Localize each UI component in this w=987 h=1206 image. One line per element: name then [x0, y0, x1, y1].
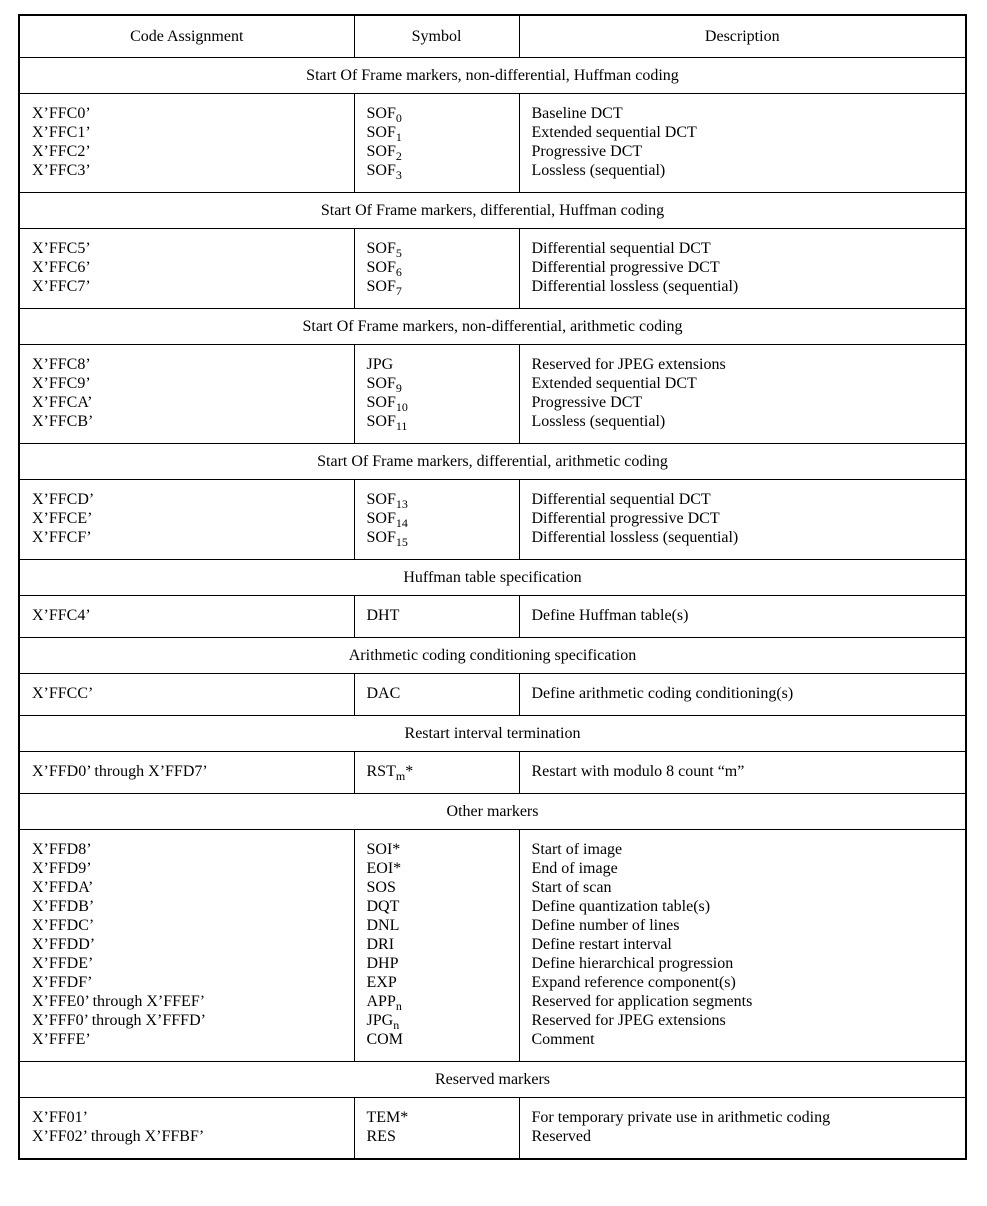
description-line: Differential lossless (sequential) [531, 529, 739, 546]
column-header-description: Description [519, 15, 966, 58]
subscript: 5 [395, 246, 402, 261]
code-line: X’FFC2’ [32, 143, 91, 160]
description-line: Progressive DCT [531, 143, 643, 160]
subscript: 15 [395, 535, 408, 550]
data-row [19, 830, 966, 1062]
symbol-line: TEM* [366, 1109, 409, 1126]
code-cell [19, 830, 354, 1062]
code-line: X’FFC1’ [32, 124, 91, 141]
symbol-line: $SOF_0$ [366, 105, 402, 126]
symbol-line: RES [366, 1128, 396, 1145]
subscript: 14 [395, 516, 408, 531]
column-header-symbol: Symbol [354, 15, 519, 58]
code-cell [19, 1098, 354, 1160]
description-cell [519, 94, 966, 193]
description-line: End of image [531, 860, 618, 877]
code-line: X’FFC6’ [32, 259, 91, 276]
symbol-line: $SOF_{14}$ [366, 510, 408, 531]
description-cell [519, 1098, 966, 1160]
column-header-code-assignment: Code Assignment [19, 15, 354, 58]
section-header-row [19, 193, 966, 229]
section-header-row [19, 1062, 966, 1098]
symbol-cell [354, 345, 519, 444]
symbol-line: $RST_m*$ [366, 763, 414, 784]
code-line: X’FFFE’ [32, 1031, 91, 1048]
description-cell [519, 830, 966, 1062]
symbol-line: $SOF_5$ [366, 240, 402, 261]
code-cell [19, 94, 354, 193]
data-row [19, 229, 966, 309]
symbol-cell [354, 94, 519, 193]
description-line: Differential lossless (sequential) [531, 278, 739, 295]
data-row [19, 1098, 966, 1160]
subscript: n [395, 999, 402, 1014]
section-title: Start Of Frame markers, non-differential, arithmetic coding [19, 309, 966, 345]
table-body [19, 58, 966, 1160]
code-line: X’FF01’ [32, 1109, 89, 1126]
description-line: Define number of lines [531, 917, 680, 934]
description-line: Define restart interval [531, 936, 672, 953]
symbol-line: $SOF_3$ [366, 162, 402, 183]
description-cell [519, 480, 966, 560]
description-line: Differential progressive DCT [531, 259, 720, 276]
symbol-line: $SOF_{11}$ [366, 413, 408, 434]
subscript: 9 [395, 381, 402, 396]
description-line: Extended sequential DCT [531, 375, 697, 392]
description-line: Differential progressive DCT [531, 510, 720, 527]
section-title: Other markers [19, 794, 966, 830]
section-title: Start Of Frame markers, differential, arithmetic coding [19, 444, 966, 480]
symbol-cell [354, 596, 519, 638]
section-title: Restart interval termination [19, 716, 966, 752]
section-header-row [19, 58, 966, 94]
description-line: Define hierarchical progression [531, 955, 734, 972]
description-line: Start of scan [531, 879, 612, 896]
description-line: Differential sequential DCT [531, 491, 711, 508]
subscript: 1 [395, 130, 402, 145]
symbol-line: $SOF_6$ [366, 259, 402, 280]
section-title: Start Of Frame markers, non-differential, Huffman coding [19, 58, 966, 94]
code-line: X’FFC4’ [32, 607, 91, 624]
symbol-cell [354, 480, 519, 560]
symbol-line: $SOF_1$ [366, 124, 402, 145]
symbol-line: DHT [366, 607, 400, 624]
code-line: X’FFD8’ [32, 841, 92, 858]
code-line: X’FFDA’ [32, 879, 94, 896]
description-line: Reserved for JPEG extensions [531, 1012, 726, 1029]
code-line: X’FFC5’ [32, 240, 91, 257]
description-line: Progressive DCT [531, 394, 643, 411]
description-line: Lossless (sequential) [531, 162, 666, 179]
symbol-line: DNL [366, 917, 400, 934]
data-row [19, 596, 966, 638]
symbol-line: $SOF_{13}$ [366, 491, 408, 512]
code-line: X’FFCA’ [32, 394, 93, 411]
code-cell [19, 229, 354, 309]
subscript: 0 [395, 111, 402, 126]
subscript: m [395, 769, 406, 784]
subscript: 10 [395, 400, 408, 415]
symbol-line: $SOF_9$ [366, 375, 402, 396]
code-line: X’FFD9’ [32, 860, 92, 877]
subscript: n [393, 1018, 400, 1033]
description-cell [519, 674, 966, 716]
code-line: X’FFDF’ [32, 974, 93, 991]
symbol-line: COM [366, 1031, 403, 1048]
description-cell [519, 345, 966, 444]
subscript: 6 [395, 265, 402, 280]
table-header [19, 15, 966, 58]
symbol-line: DQT [366, 898, 400, 915]
subscript: 2 [395, 149, 402, 164]
description-line: Define Huffman table(s) [531, 607, 689, 624]
description-line: Extended sequential DCT [531, 124, 697, 141]
code-cell [19, 752, 354, 794]
code-line: X’FFC7’ [32, 278, 91, 295]
data-row [19, 480, 966, 560]
code-cell [19, 596, 354, 638]
code-line: X’FFF0’ through X’FFFD’ [32, 1012, 206, 1029]
header-row [19, 15, 966, 58]
symbol-line: $SOF_{10}$ [366, 394, 408, 415]
code-line: X’FFDD’ [32, 936, 96, 953]
code-line: X’FFC9’ [32, 375, 91, 392]
symbol-line: EOI* [366, 860, 402, 877]
symbol-cell [354, 1098, 519, 1160]
symbol-line: $JPG_n$ [366, 1012, 400, 1033]
description-line: Reserved [531, 1128, 592, 1145]
description-line: Comment [531, 1031, 595, 1048]
symbol-line: $SOF_{15}$ [366, 529, 408, 550]
symbol-line: EXP [366, 974, 397, 991]
description-line: Reserved for application segments [531, 993, 753, 1010]
description-cell [519, 752, 966, 794]
section-header-row [19, 638, 966, 674]
subscript: 3 [395, 168, 402, 183]
section-title: Reserved markers [19, 1062, 966, 1098]
subscript: 13 [395, 497, 408, 512]
data-row [19, 345, 966, 444]
data-row [19, 94, 966, 193]
code-line: X’FFCB’ [32, 413, 94, 430]
description-line: Define quantization table(s) [531, 898, 711, 915]
code-line: X’FFC0’ [32, 105, 91, 122]
code-line: X’FFD0’ through X’FFD7’ [32, 763, 208, 780]
symbol-cell [354, 752, 519, 794]
section-header-row [19, 560, 966, 596]
description-line: Restart with modulo 8 count “m” [531, 763, 745, 780]
symbol-line: SOI* [366, 841, 401, 858]
code-line: X’FFDB’ [32, 898, 95, 915]
section-header-row [19, 716, 966, 752]
description-line: Reserved for JPEG extensions [531, 356, 726, 373]
code-cell [19, 480, 354, 560]
symbol-cell [354, 229, 519, 309]
section-title: Start Of Frame markers, differential, Huffman coding [19, 193, 966, 229]
description-line: Baseline DCT [531, 105, 623, 122]
code-line: X’FFC3’ [32, 162, 91, 179]
symbol-cell [354, 674, 519, 716]
description-line: Define arithmetic coding conditioning(s) [531, 685, 794, 702]
code-line: X’FFC8’ [32, 356, 91, 373]
description-line: For temporary private use in arithmetic coding [531, 1109, 831, 1126]
symbol-line: $SOF_7$ [366, 278, 402, 299]
description-line: Lossless (sequential) [531, 413, 666, 430]
description-cell [519, 596, 966, 638]
symbol-cell [354, 830, 519, 1062]
marker-code-table [18, 14, 967, 1160]
code-line: X’FFCC’ [32, 685, 94, 702]
symbol-line: DAC [366, 685, 401, 702]
code-cell [19, 345, 354, 444]
section-header-row [19, 794, 966, 830]
symbol-line: SOS [366, 879, 396, 896]
section-title: Huffman table specification [19, 560, 966, 596]
code-line: X’FF02’ through X’FFBF’ [32, 1128, 205, 1145]
code-line: X’FFCF’ [32, 529, 92, 546]
code-line: X’FFCD’ [32, 491, 95, 508]
description-cell [519, 229, 966, 309]
code-line: X’FFE0’ through X’FFEF’ [32, 993, 206, 1010]
symbol-line: DHP [366, 955, 399, 972]
section-header-row [19, 444, 966, 480]
symbol-line: JPG [366, 356, 394, 373]
description-line: Start of image [531, 841, 623, 858]
section-title: Arithmetic coding conditioning specification [19, 638, 966, 674]
section-header-row [19, 309, 966, 345]
data-row [19, 752, 966, 794]
symbol-line: $SOF_2$ [366, 143, 402, 164]
description-line: Differential sequential DCT [531, 240, 711, 257]
subscript: 11 [395, 419, 408, 434]
description-line: Expand reference component(s) [531, 974, 736, 991]
code-line: X’FFDC’ [32, 917, 95, 934]
symbol-line: $APP_n$ [366, 993, 402, 1014]
symbol-line: DRI [366, 936, 395, 953]
code-line: X’FFDE’ [32, 955, 94, 972]
code-cell [19, 674, 354, 716]
subscript: 7 [395, 284, 402, 299]
data-row [19, 674, 966, 716]
code-line: X’FFCE’ [32, 510, 93, 527]
